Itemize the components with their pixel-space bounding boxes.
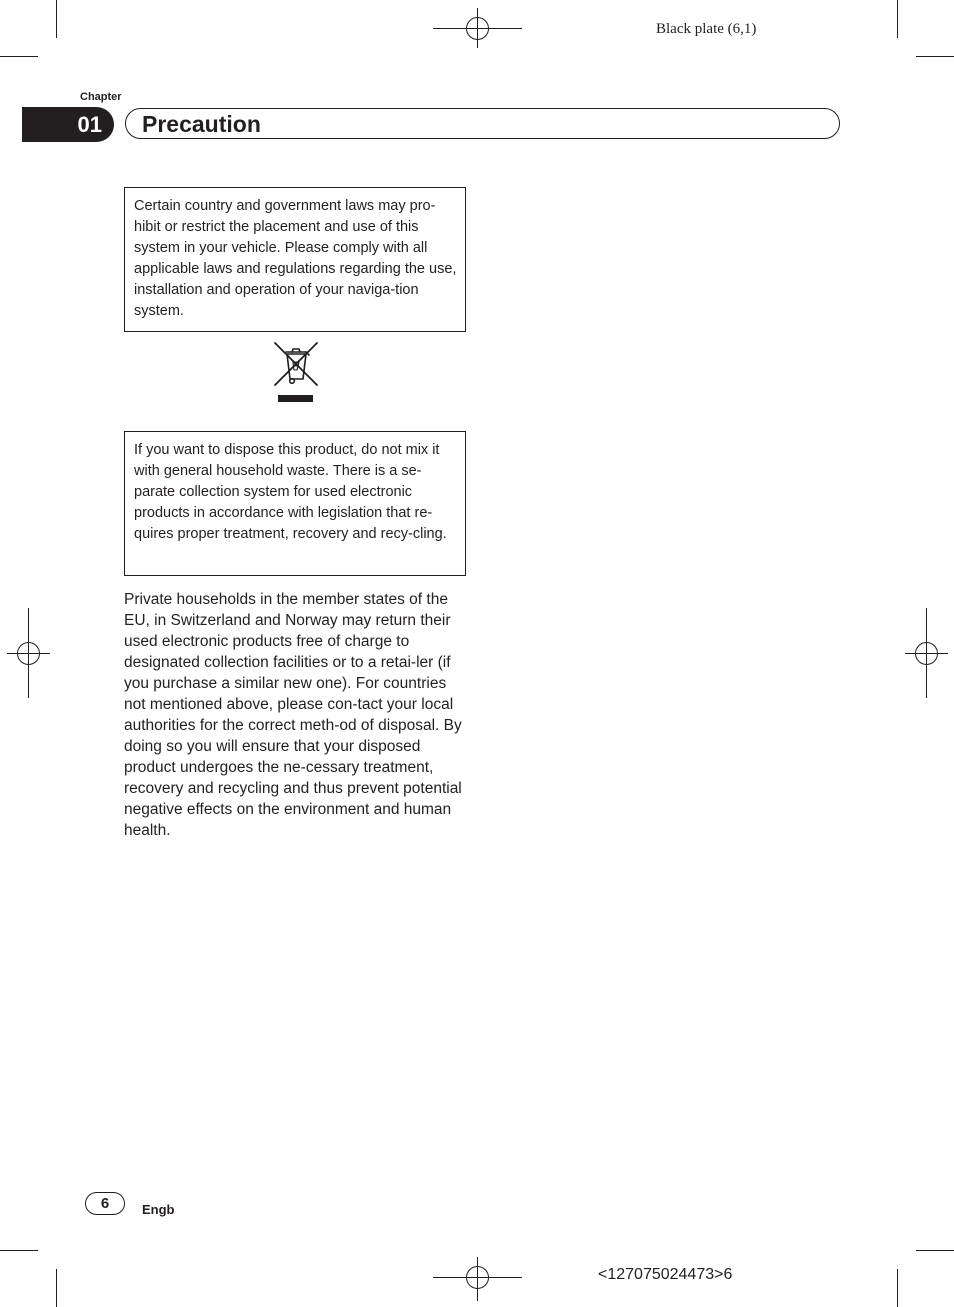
- disposal-notice-text: If you want to dispose this product, do not mix it with general household waste. There is a se-parate collection system for used electronic products in accordance with legislation that re-quires proper treatment, recovery and recy-cling.: [134, 442, 447, 542]
- registration-circle: [17, 642, 40, 665]
- crossed-out-wheelie-bin-icon: [272, 340, 320, 404]
- crop-mark: [0, 1250, 38, 1251]
- registration-circle: [466, 17, 489, 40]
- chapter-number-tab: [22, 107, 114, 142]
- crop-mark: [56, 1269, 57, 1307]
- crop-mark: [56, 0, 57, 38]
- law-notice-box: [124, 187, 466, 332]
- language-code: Engb: [142, 1202, 175, 1217]
- crop-mark: [0, 56, 38, 57]
- crop-mark: [916, 56, 954, 57]
- crop-mark: [897, 1269, 898, 1307]
- page-title: Precaution: [142, 111, 261, 137]
- disposal-notice-box: [124, 431, 466, 576]
- plate-label: Black plate (6,1): [656, 21, 757, 37]
- chapter-label: Chapter: [80, 91, 122, 103]
- page-number-badge: [85, 1192, 125, 1215]
- chapter-number: 01: [77, 111, 102, 137]
- registration-circle: [915, 642, 938, 665]
- page-number: 6: [100, 1195, 110, 1212]
- document-code: <127075024473>6: [598, 1266, 733, 1283]
- law-notice-text: Certain country and government laws may pro-hibit or restrict the placement and use of this system in your vehicle. Please comply with all applicable laws and regulations regarding the use, installation and operation of your naviga-tion system.: [134, 198, 457, 319]
- crop-mark: [916, 1250, 954, 1251]
- registration-circle: [466, 1266, 489, 1289]
- crop-mark: [897, 0, 898, 38]
- disposal-paragraph: Private households in the member states of the EU, in Switzerland and Norway may return their used electronic products free of charge to designated collection facilities or to a retai-ler (if you purchase a similar new one). For countries not mentioned above, please con-tact your local authorities for the correct meth-od of disposal. By doing so you will ensure that your disposed product undergoes the ne-cessary treatment, recovery and recycling and thus prevent potential negative effects on the environment and human health.: [124, 591, 462, 839]
- body-text: [124, 589, 469, 841]
